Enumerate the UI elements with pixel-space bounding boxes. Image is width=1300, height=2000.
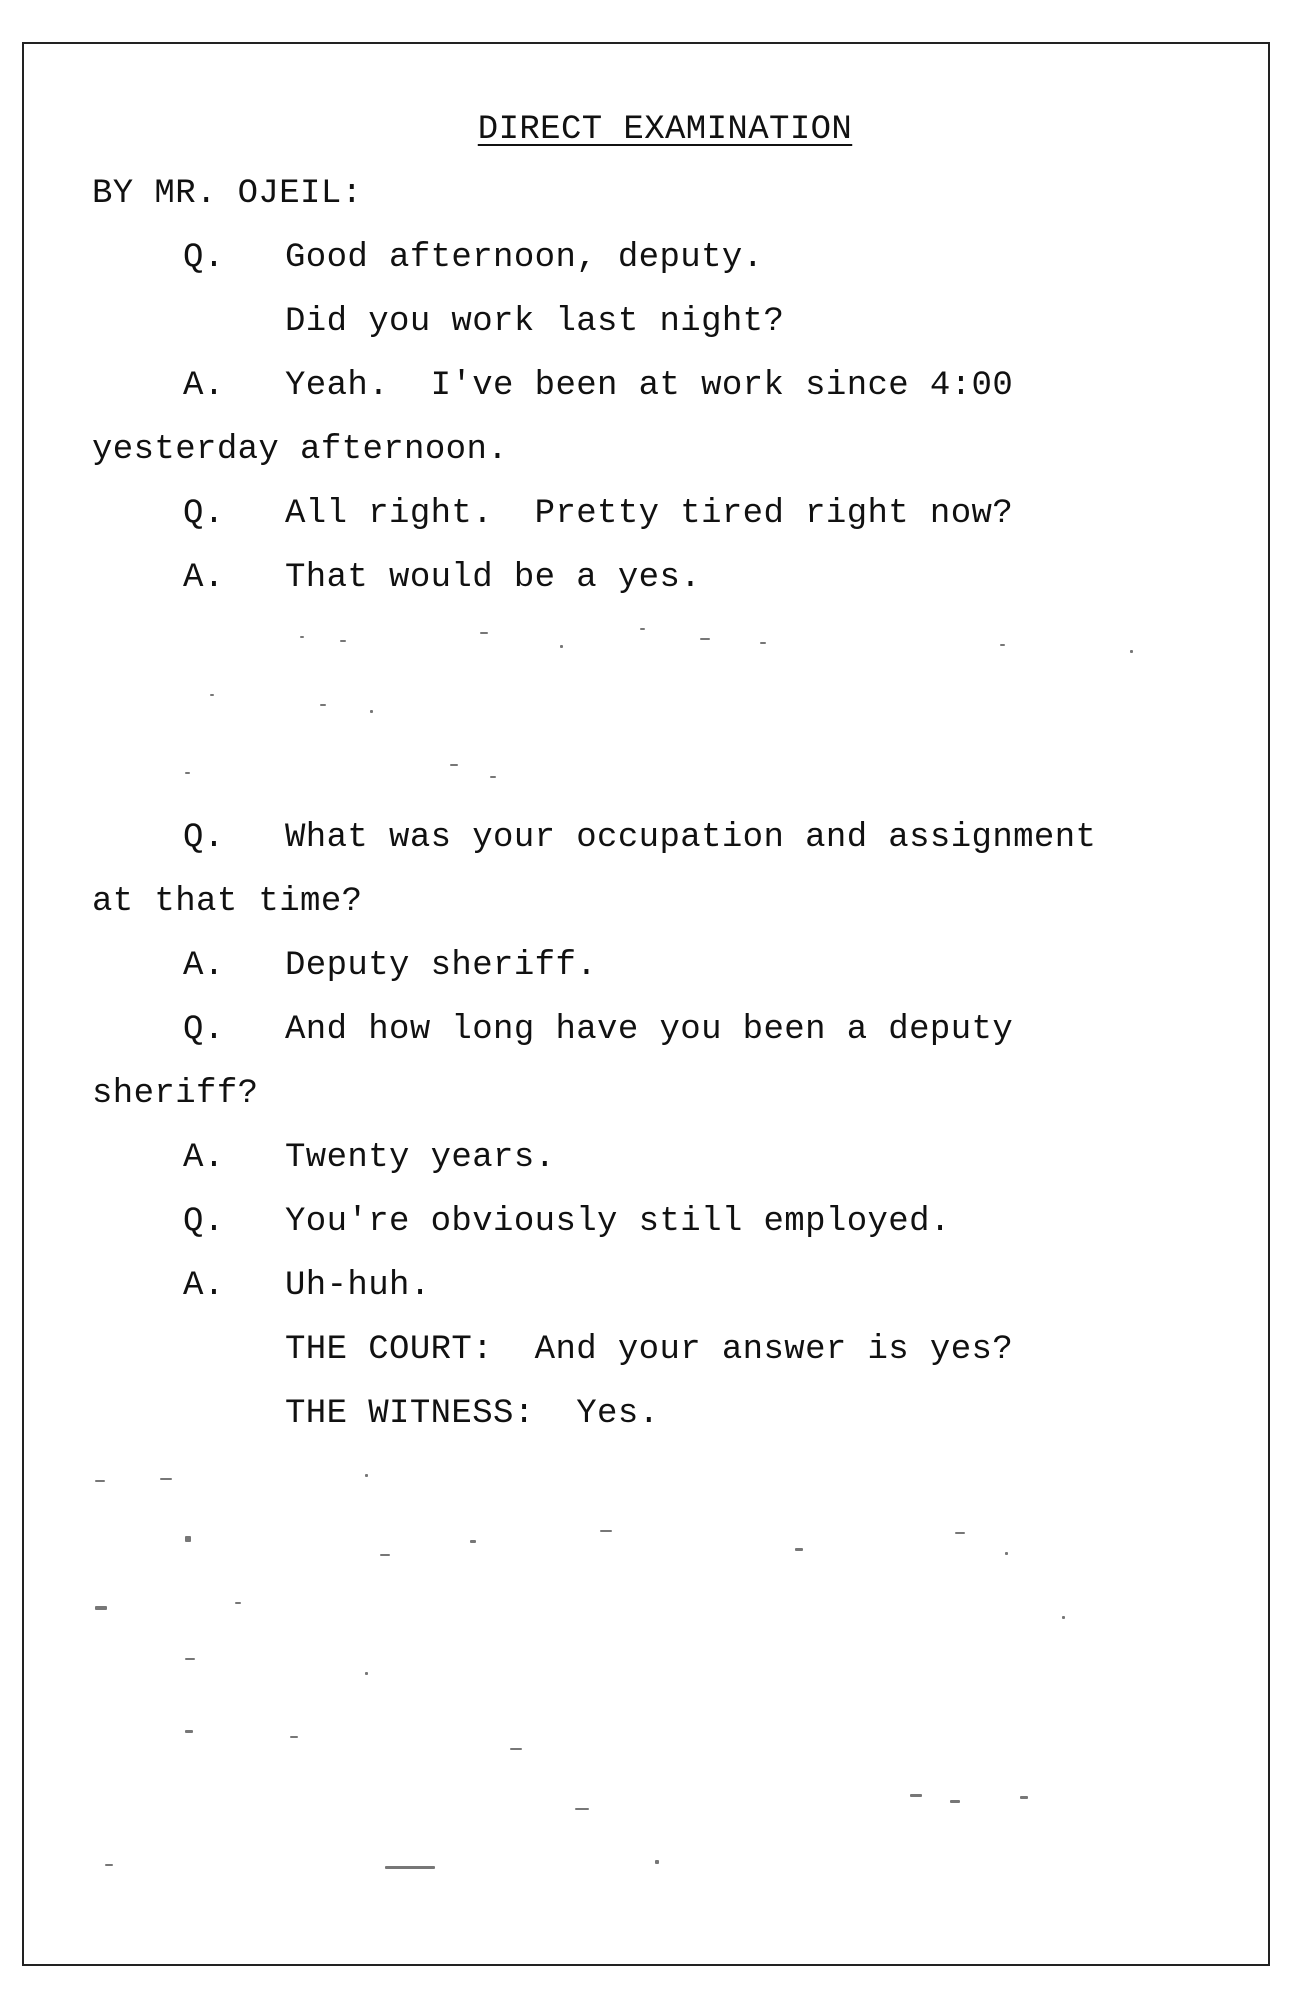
transcript-line: What was your occupation and assignment <box>285 819 1097 857</box>
speaker-label: Q. <box>183 239 225 277</box>
transcript-line: yesterday afternoon. <box>92 431 509 469</box>
speaker-label: A. <box>183 367 225 405</box>
speaker-label: A. <box>183 1267 225 1305</box>
speaker-label: Q. <box>183 495 225 533</box>
speaker-label: Q. <box>183 819 225 857</box>
speaker-label: A. <box>183 947 225 985</box>
transcript-line: THE COURT: And your answer is yes? <box>285 1331 1014 1369</box>
transcript-line: And how long have you been a deputy <box>285 1011 1014 1049</box>
transcript-line: That would be a yes. <box>285 559 702 597</box>
transcript-line: Good afternoon, deputy. <box>285 239 764 277</box>
speaker-label: Q. <box>183 1203 225 1241</box>
section-title-text: DIRECT EXAMINATION <box>477 111 853 149</box>
transcript-line: Uh-huh. <box>285 1267 431 1305</box>
transcript-line: Yeah. I've been at work since 4:00 <box>285 367 1014 405</box>
transcript-line: THE WITNESS: Yes. <box>285 1395 660 1433</box>
transcript-line: at that time? <box>92 883 363 921</box>
transcript-line: You're obviously still employed. <box>285 1203 951 1241</box>
transcript-line: Did you work last night? <box>285 303 785 341</box>
transcript-line: sheriff? <box>92 1075 259 1113</box>
speaker-label: A. <box>183 559 225 597</box>
speaker-label: Q. <box>183 1011 225 1049</box>
transcript-line: Deputy sheriff. <box>285 947 598 985</box>
transcript-line: Twenty years. <box>285 1139 556 1177</box>
transcript-line: All right. Pretty tired right now? <box>285 495 1014 533</box>
section-title <box>0 110 1300 150</box>
by-line: BY MR. OJEIL: <box>92 175 363 213</box>
speaker-label: A. <box>183 1139 225 1177</box>
